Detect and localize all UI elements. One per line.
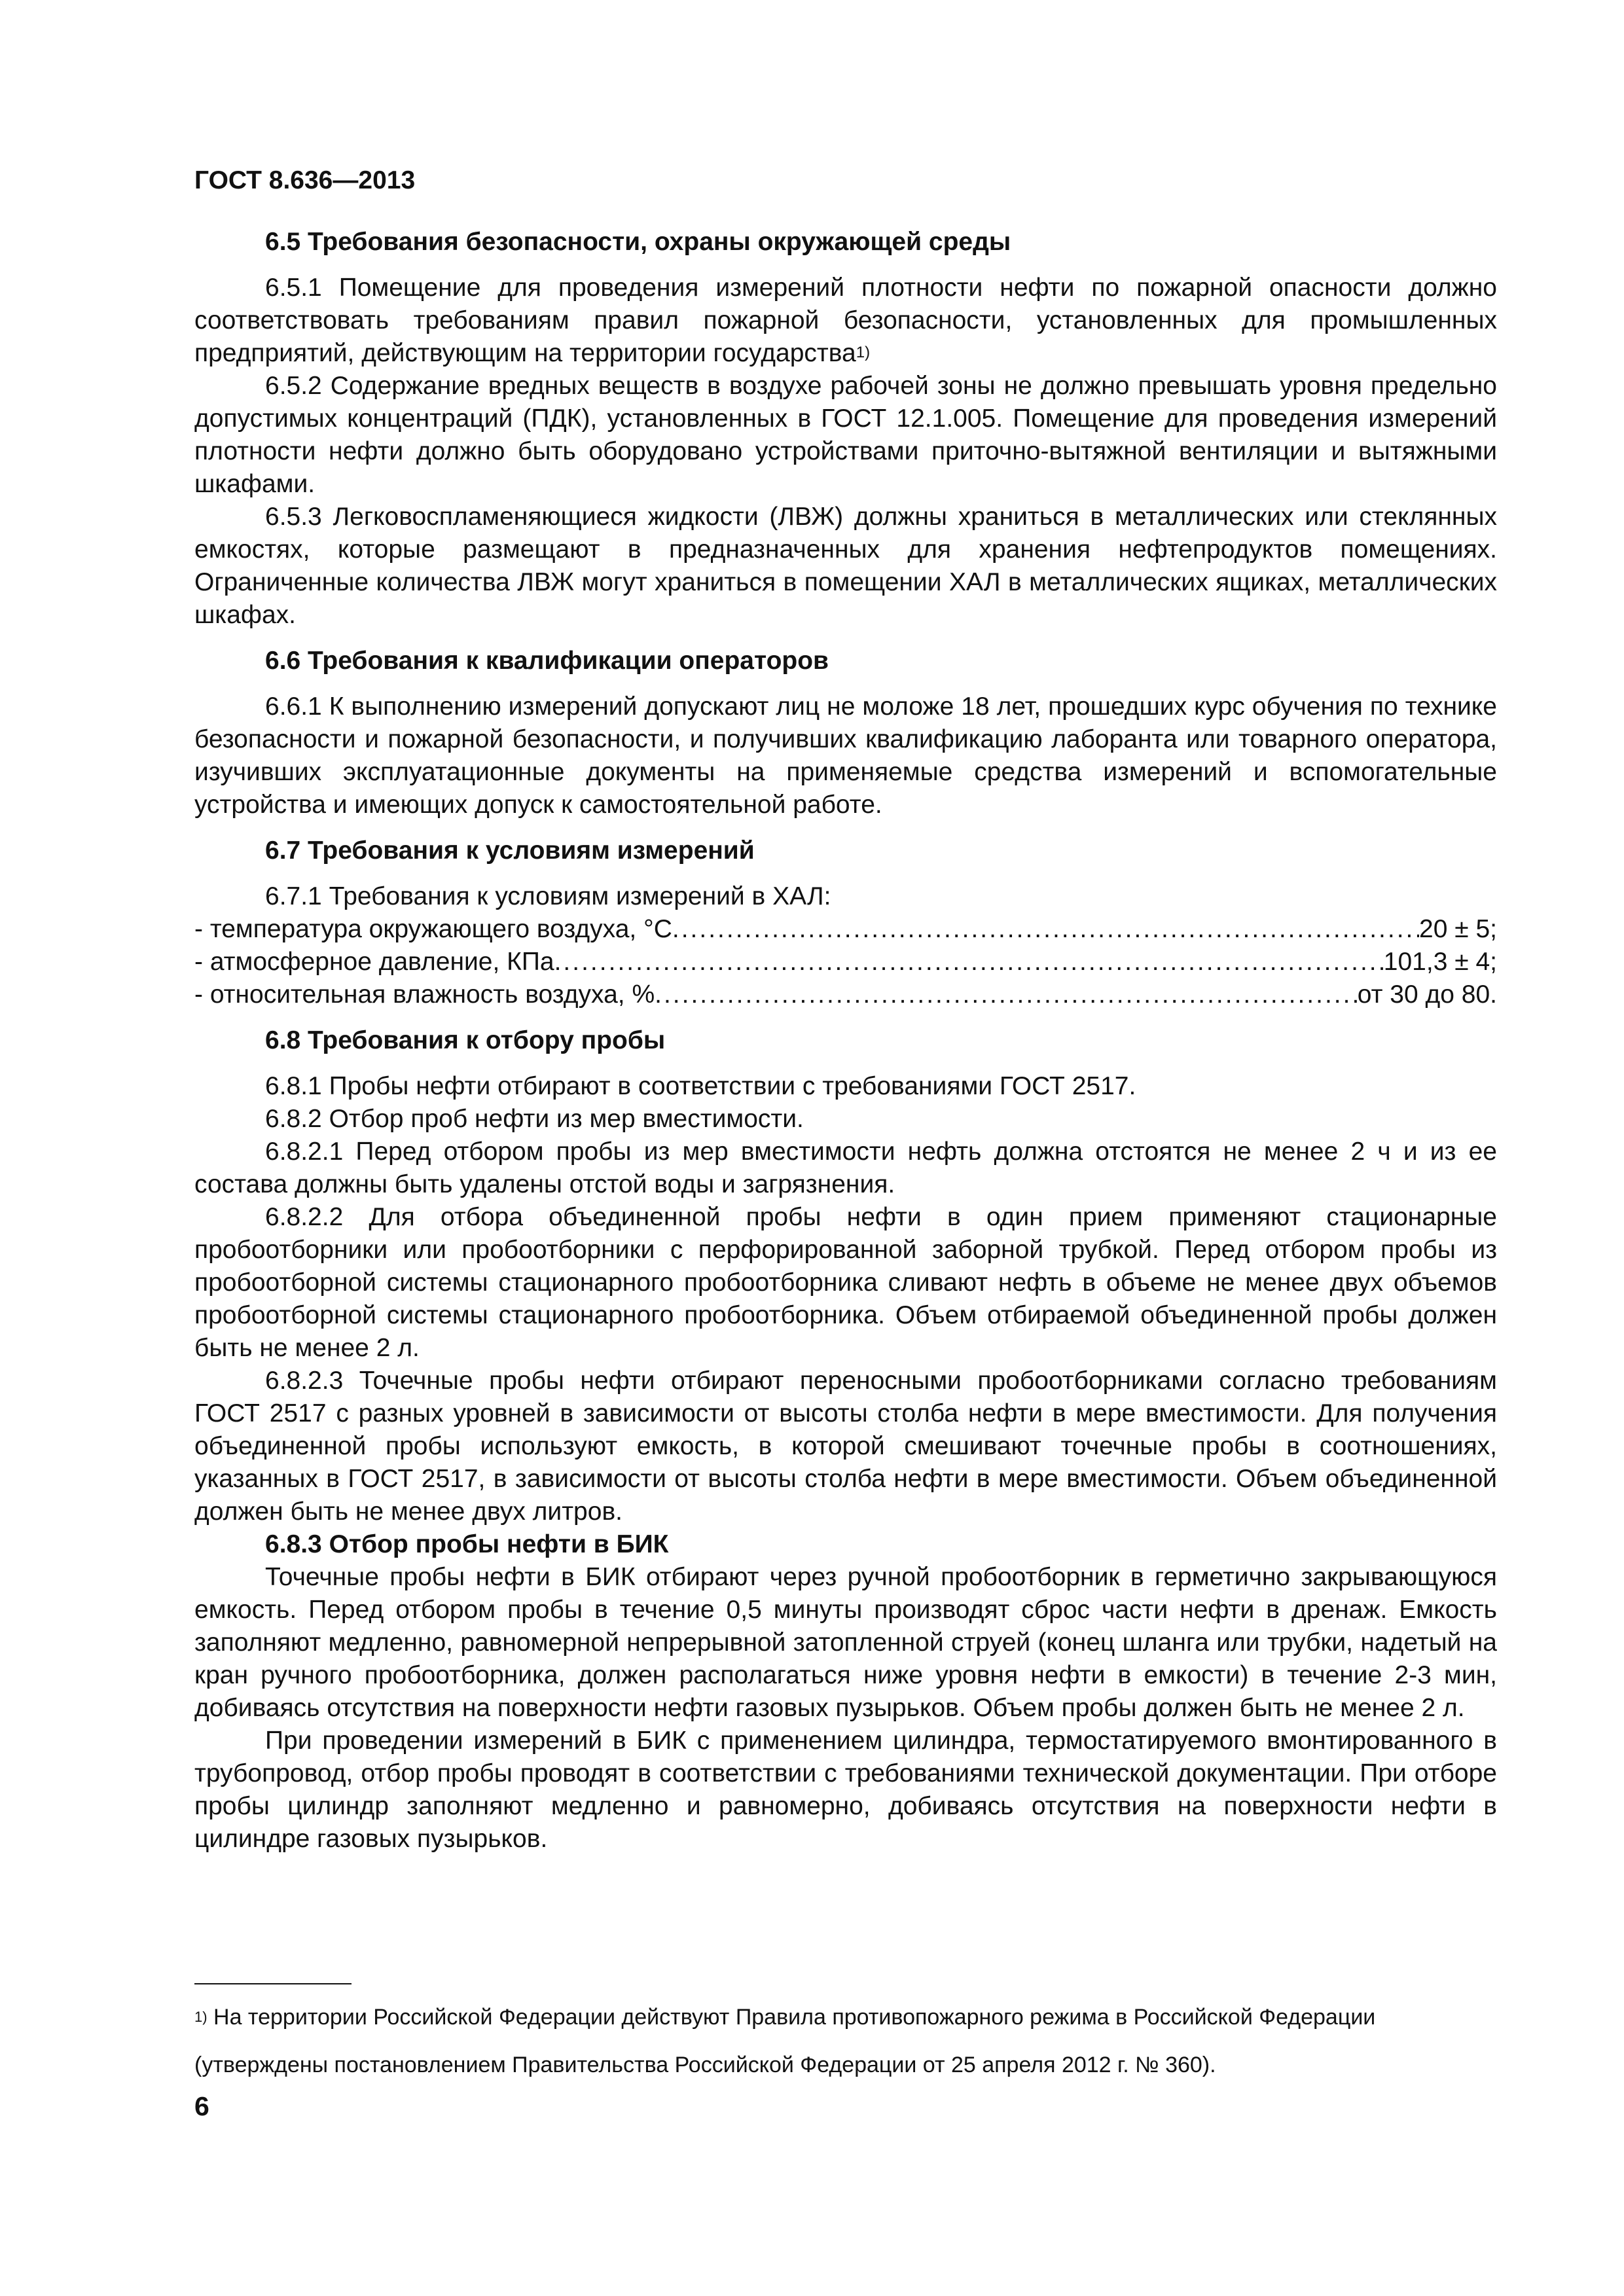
condition-value: 101,3 ± 4; <box>1383 948 1497 976</box>
section-heading-6-8: 6.8 Требования к отбору пробы <box>265 1026 666 1054</box>
footnote-divider <box>194 1983 352 1984</box>
condition-row-humidity <box>194 978 1497 1011</box>
leader-dots <box>655 978 1358 1011</box>
paragraph-6-6-1: 6.6.1 К выполнению измерений допускают лиц не моложе 18 лет, прошедших курс обучения по технике безопасности и пожарной безопасности, и получивших квалификацию лаборанта или товарного оператора, изучивших эксплуатационные документы на применяемые средства измерений и вспомогательные устройства и имеющих допуск к самостоятельной работе. <box>194 692 1497 819</box>
footnote-mark: 1) <box>194 2009 208 2025</box>
paragraph-6-5-2: 6.5.2 Содержание вредных веществ в воздухе рабочей зоны не должно превышать уровня предельно допустимых концентраций (ПДК), установленных в ГОСТ 12.1.005. Помещение для проведения измерений плотности нефти должно быть оборудовано устройствами приточно-вытяжной вентиляции и вытяжными шкафами. <box>194 372 1497 498</box>
paragraph-6-8-3-b: При проведении измерений в БИК с применением цилиндра, термостатируемого вмонтированного в трубопровод, отбор пробы проводят в соответствии с требованиями технической документации. При отборе пробы цилиндр заполняют медленно и равномерно, добиваясь отсутствия на поверхности нефти в цилиндре газовых пузырьков. <box>194 1727 1497 1853</box>
condition-row-pressure <box>194 946 1497 978</box>
condition-label: - относительная влажность воздуха, % <box>194 980 655 1009</box>
condition-value: 20 ± 5; <box>1419 915 1497 943</box>
paragraph-6-5-1 <box>194 272 1497 370</box>
paragraph-6-5-3: 6.5.3 Легковоспламеняющиеся жидкости (ЛВЖ) должны храниться в металлических или стеклянных емкостях, которые размещают в предназначенных для хранения нефтепродуктов помещениях. Ограниченные количества ЛВЖ могут храниться в помещении ХАЛ в металлических ящиках, металлических шкафах. <box>194 503 1497 629</box>
page-number: 6 <box>194 2091 209 2121</box>
document-body <box>194 226 1497 1856</box>
section-heading-6-6: 6.6 Требования к квалификации операторов <box>265 647 829 675</box>
condition-label: - атмосферное давление, КПа <box>194 948 554 976</box>
document-page <box>194 0 1497 2296</box>
section-heading-6-8-3: 6.8.3 Отбор пробы нефти в БИК <box>265 1530 669 1558</box>
section-heading-6-5: 6.5 Требования безопасности, охраны окружающей среды <box>265 228 1011 256</box>
condition-label: - температура окружающего воздуха, °С <box>194 915 672 943</box>
footnote <box>194 1994 1497 2089</box>
leader-dots <box>672 913 1419 946</box>
footnote-text: На территории Российской Федерации действуют Правила противопожарного режима в Российской Федерации (утверждены постановлением Правительства Российской Федерации от 25 апреля 2012 г. № 360). <box>194 2005 1376 2077</box>
condition-value: от 30 до 80. <box>1357 980 1497 1009</box>
leader-dots <box>554 946 1384 978</box>
paragraph-6-8-3-a: Точечные пробы нефти в БИК отбирают через ручной пробоотборник в герметично закрывающуюся емкость. Перед отбором пробы в течение 0,5 минуты производят сброс части нефти в дренаж. Емкость заполняют медленно, равномерной непрерывной затопленной струей (конец шланга или трубки, надетый на кран ручного пробоотборника, должен располагаться ниже уровня нефти в емкости) в течение 2-3 мин, добиваясь отсутствия на поверхности нефти газовых пузырьков. Объем пробы должен быть не менее 2 л. <box>194 1563 1497 1722</box>
paragraph-6-5-1-text: 6.5.1 Помещение для проведения измерений плотности нефти по пожарной опасности должно соответствовать требованиям правил пожарной безопасности, установленных для промышленных предприятий, действующим на территории государства <box>194 274 1497 367</box>
condition-row-temperature <box>194 913 1497 946</box>
paragraph-6-8-2-2: 6.8.2.2 Для отбора объединенной пробы нефти в один прием применяют стационарные пробоотборники или пробоотборники с перфорированной заборной трубкой. Перед отбором пробы из пробоотборной системы стационарного пробоотборника сливают нефть в объеме не менее двух объемов пробоотборной системы стационарного пробоотборника. Объем отбираемой объединенной пробы должен быть не менее 2 л. <box>194 1203 1497 1362</box>
paragraph-6-8-2: 6.8.2 Отбор проб нефти из мер вместимости. <box>265 1105 804 1133</box>
paragraph-6-8-2-3: 6.8.2.3 Точечные пробы нефти отбирают переносными пробоотборниками согласно требованиям ГОСТ 2517 с разных уровней в зависимости от высоты столба нефти в мере вместимости. Для получения объединенной пробы используют емкость, в которой смешивают точечные пробы в соотношениях, указанных в ГОСТ 2517, в зависимости от высоты столба нефти в мере вместимости. Объем объединенной должен быть не менее двух литров. <box>194 1367 1497 1526</box>
paragraph-6-8-1: 6.8.1 Пробы нефти отбирают в соответствии с требованиями ГОСТ 2517. <box>265 1072 1136 1100</box>
footnote-ref: 1) <box>856 344 871 361</box>
paragraph-6-7-1: 6.7.1 Требования к условиям измерений в ХАЛ: <box>265 882 831 910</box>
paragraph-6-8-2-1: 6.8.2.1 Перед отбором пробы из мер вместимости нефть должна отстоятся не менее 2 ч и из ее состава должны быть удалены отстой воды и загрязнения. <box>194 1138 1497 1198</box>
document-code: ГОСТ 8.636—2013 <box>194 166 416 194</box>
section-heading-6-7: 6.7 Требования к условиям измерений <box>265 836 755 865</box>
